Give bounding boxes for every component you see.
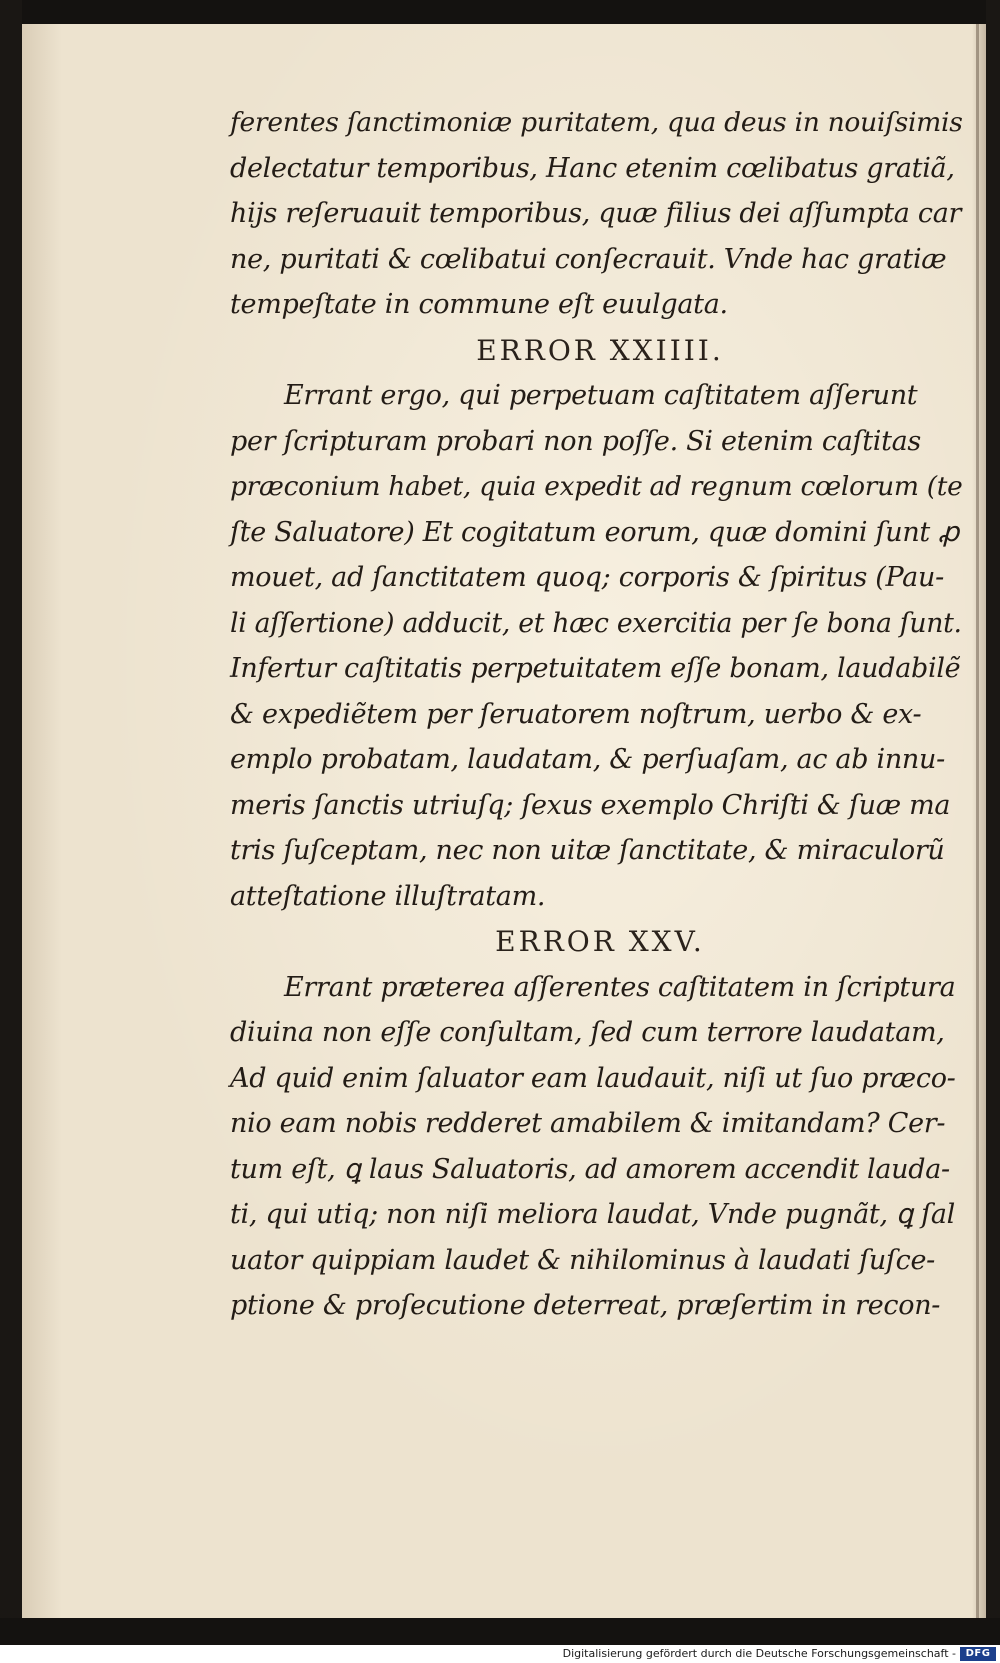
text-line: hijs reſeruauit temporibus, quæ filius dei aſſumpta car bbox=[230, 198, 962, 229]
funding-credit-text: Digitalisierung gefördert durch die Deutsche Forschungsgemeinschaft - bbox=[562, 1647, 956, 1660]
scan-border-top bbox=[0, 0, 1000, 24]
text-line: mouet, ad ſanctitatem quoq; corporis & ſpiritus (Pau- bbox=[230, 562, 944, 593]
text-line: ſte Saluatore) Et cogitatum eorum, quæ domini ſunt ꝓ bbox=[230, 516, 959, 548]
text-line: tris ſuſceptam, nec non uitæ ſanctitate, & miraculorũ bbox=[230, 835, 945, 866]
digitization-footer bbox=[0, 1645, 1000, 1663]
page-text-block bbox=[230, 100, 970, 1329]
text-line: ti, qui utiq; non niſi meliora laudat, Vnde pugnãt, ꝗ ſal bbox=[230, 1199, 955, 1230]
scan-border-right bbox=[986, 0, 1000, 1645]
section-heading-error-xxiiii: ERROR XXIIII. bbox=[476, 333, 724, 367]
text-line: emplo probatam, laudatam, & perſuaſam, ac ab innu- bbox=[230, 744, 945, 775]
text-line: tempeſtate in commune eſt euulgata. bbox=[230, 289, 728, 320]
text-line: Infertur caſtitatis perpetuitatem eſſe bonam, laudabilẽ bbox=[230, 653, 961, 684]
text-line: uator quippiam laudet & nihilominus à laudati ſuſce- bbox=[230, 1244, 935, 1276]
scan-border-left bbox=[0, 0, 22, 1645]
text-line: delectatur temporibus, Hanc etenim cœlibatus gratiã, bbox=[230, 152, 955, 184]
text-line: Ad quid enim ſaluator eam laudauit, niſi ut ſuo præco- bbox=[230, 1062, 956, 1094]
text-line: ne, puritati & cœlibatui conſecrauit. Vnde hac gratiæ bbox=[230, 243, 947, 275]
text-line: li aſſertione) adducit, et hæc exercitia per ſe bona ſunt. bbox=[230, 607, 962, 639]
text-line: nio eam nobis redderet amabilem & imitandam? Cer- bbox=[230, 1108, 946, 1139]
page-edge-shadow bbox=[976, 24, 979, 1618]
text-line: ferentes ſanctimoniæ puritatem, qua deus in nouiſsimis bbox=[230, 107, 963, 138]
text-line: ptione & proſecutione deterreat, præſertim in recon- bbox=[230, 1290, 941, 1321]
text-line: tum eſt, ꝗ laus Saluatoris, ad amorem accendit lauda- bbox=[230, 1153, 950, 1185]
scan-border-bottom bbox=[0, 1618, 1000, 1645]
text-line: Errant præterea aſſerentes caſtitatem in ſcriptura bbox=[284, 971, 956, 1003]
text-line: atteſtatione illuſtratam. bbox=[230, 880, 546, 912]
text-line: diuina non eſſe conſultam, ſed cum terrore laudatam, bbox=[230, 1017, 945, 1048]
text-line: meris ſanctis utriuſq; ſexus exemplo Chriſti & ſuæ ma bbox=[230, 789, 951, 821]
text-line: Errant ergo, qui perpetuam caſtitatem aſſerunt bbox=[284, 380, 918, 411]
dfg-logo-icon: DFG bbox=[960, 1647, 996, 1661]
text-line: & expediẽtem per ſeruatorem noſtrum, uerbo & ex- bbox=[230, 698, 922, 730]
text-line: præconium habet, quia expedit ad regnum cœlorum (te bbox=[230, 471, 963, 502]
text-line: per ſcripturam probari non poſſe. Si etenim caſtitas bbox=[230, 425, 921, 457]
section-heading-error-xxv: ERROR XXV. bbox=[495, 925, 705, 958]
